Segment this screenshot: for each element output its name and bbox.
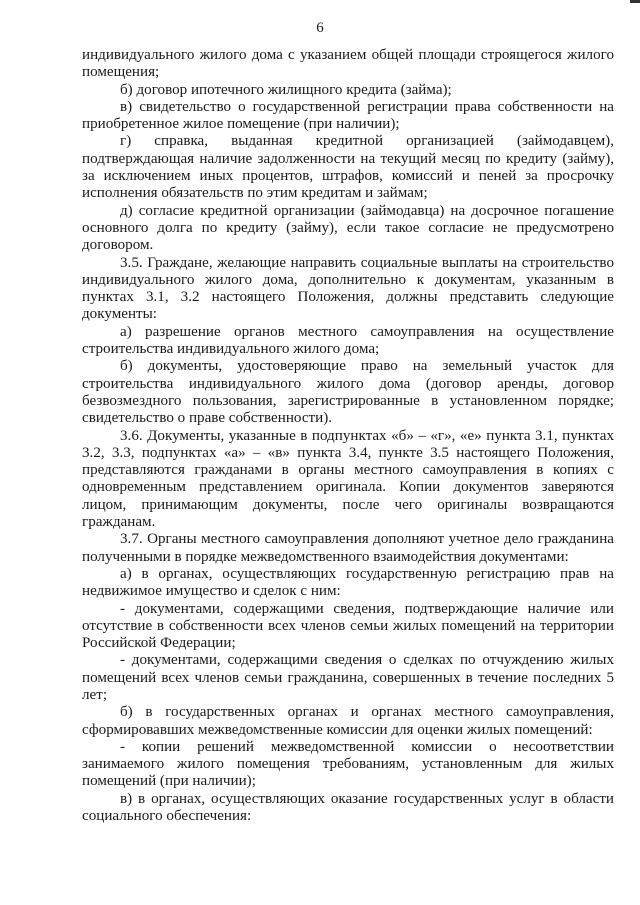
paragraph: б) договор ипотечного жилищного кредита (займа); (120, 81, 452, 98)
document-body (82, 47, 614, 825)
paragraph: 3.5. Граждане, желающие направить социальные выплаты на строительство индивидуального жилого дома, дополнительно к документам, указанным в пунктах 3.1, 3.2 настоящего Положения, должны представить следующие документы: (82, 254, 614, 323)
paragraph: б) документы, удостоверяющие право на земельный участок для строительства индивидуального жилого дома (договор аренды, договор безвозмездного пользования, зарегистрированные в установленном порядке; свидетельство о праве собственности). (82, 358, 614, 427)
paragraph: а) разрешение органов местного самоуправления на осуществление строительства индивидуального жилого дома; (82, 323, 614, 358)
paragraph: - документами, содержащими сведения о сделках по отчуждению жилых помещений всех членов семьи гражданина, совершенных в течение последних 5 лет; (82, 652, 614, 703)
paragraph: в) свидетельство о государственной регистрации права собственности на приобретенное жилое помещение (при наличии); (82, 98, 614, 133)
paragraph: индивидуального жилого дома с указанием общей площади строящегося жилого помещения; (82, 47, 614, 81)
paragraph: - документами, содержащими сведения, подтверждающие наличие или отсутствие в собственности всех членов семьи жилых помещений на территории Российской Федерации; (82, 600, 614, 652)
scan-corner-mark (630, 0, 640, 3)
paragraph: д) согласие кредитной организации (займодавца) на досрочное погашение основного долга по кредиту (займу), если такое согласие не предусмотрено договором. (82, 202, 614, 254)
paragraph: 3.6. Документы, указанные в подпунктах «б» – «г», «е» пункта 3.1, пунктах 3.2, 3.3, подпунктах «а» – «в» пункта 3.4, пункте 3.5 настоящего Положения, представляются гражданами в органы местного самоуправления в копиях с одновременным представлением оригинала. Копии документов заверяются лицом, принимающим документы, после чего оригиналы возвращаются гражданам. (82, 427, 614, 531)
paragraph: б) в государственных органах и органах местного самоуправления, сформировавших межведомственные комиссии для оценки жилых помещений: (82, 704, 614, 738)
page-number: 6 (316, 20, 324, 36)
paragraph: - копии решений межведомственной комиссии о несоответствии занимаемого жилого помещения требованиям, установленным для жилых помещений (при наличии); (82, 738, 614, 790)
paragraph: в) в органах, осуществляющих оказание государственных услуг в области социального обеспечения: (82, 790, 614, 825)
paragraph: а) в органах, осуществляющих государственную регистрацию прав на недвижимое имущество и сделок с ним: (82, 565, 614, 600)
paragraph: г) справка, выданная кредитной организацией (займодавцем), подтверждающая наличие задолженности на текущий месяц по кредиту (займу), за исключением иных процентов, штрафов, комиссий и пеней за просрочку исполнения обязательств по этим кредитам и займам; (82, 133, 614, 202)
paragraph: 3.7. Органы местного самоуправления дополняют учетное дело гражданина полученными в порядке межведомственного взаимодействия документами: (82, 531, 614, 565)
